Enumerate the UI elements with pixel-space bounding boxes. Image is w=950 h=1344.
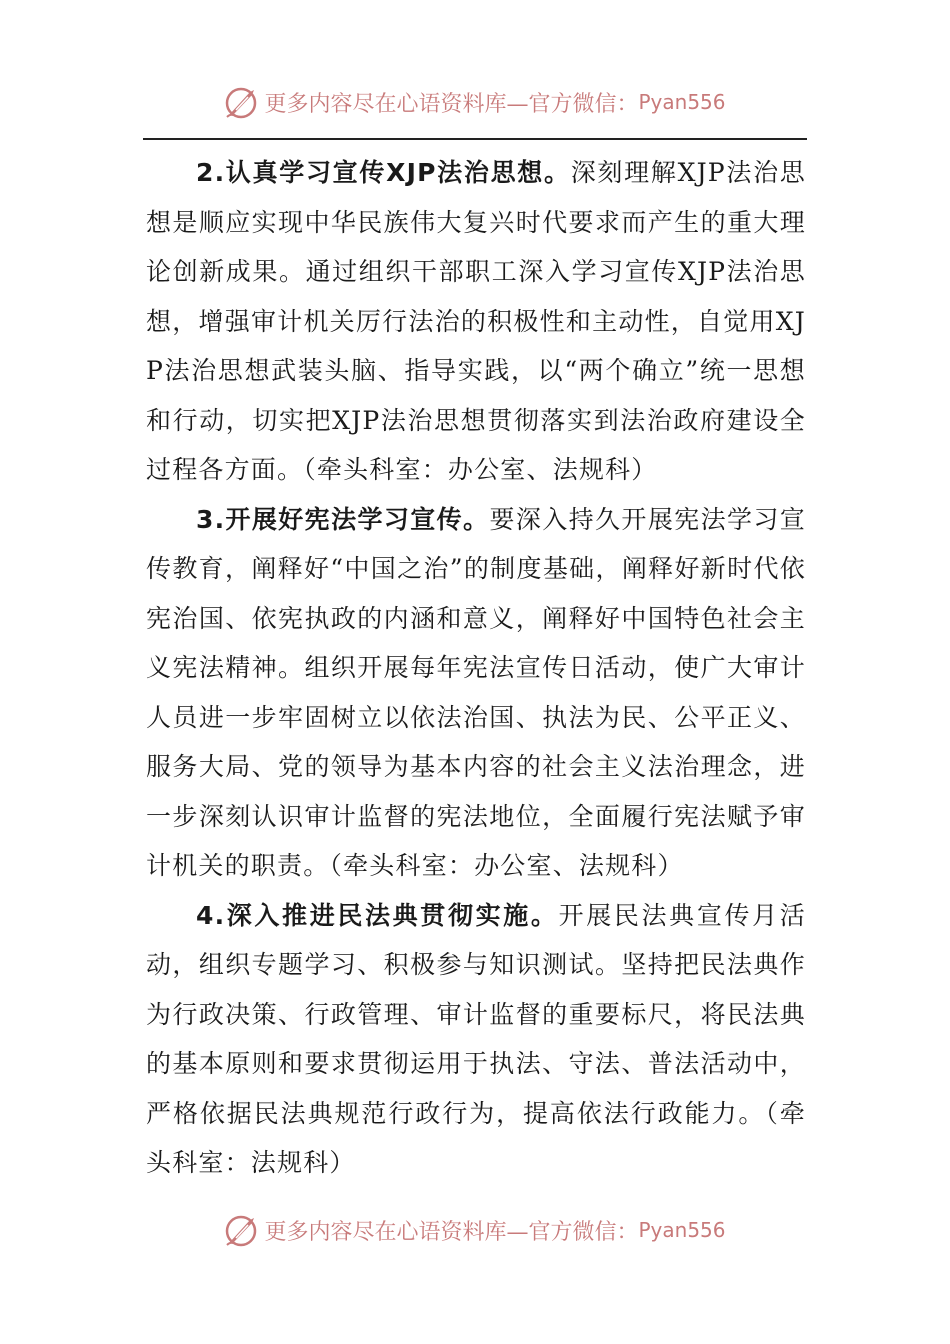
pen-quill-logo-icon [224,1212,260,1248]
banner-slogan: 更多内容尽在心语资料库—官方微信： [264,91,639,117]
header-banner [0,82,950,122]
footer-banner [0,1210,950,1250]
paragraph-heading: 2.认真学习宣传XJP法治思想。 [196,158,571,187]
paragraph-heading: 3.开展好宪法学习宣传。 [196,504,490,534]
paragraph-item-2 [146,148,806,495]
pen-quill-logo-icon [224,84,260,120]
document-body [146,148,806,1188]
paragraph-text: 深刻理解XJP法治思想是顺应实现中华民族伟大复兴时代要求而产生的重大理论创新成果。通过组织干部职工深入学习宣传XJP法治思想，增强审计机关厉行法治的积极性和主动性，自觉用XJP法治思想武装头脑、指导实践，以“两个确立”统一思想和行动，切实把XJP法治思想贯彻落实到法治政府建设全过程各方面。（牵头科室：办公室、法规科） [146,158,806,484]
paragraph-text: 要深入持久开展宪法学习宣传教育，阐释好“中国之治”的制度基础，阐释好新时代依宪治国、依宪执政的内涵和意义，阐释好中国特色社会主义宪法精神。组织开展每年宪法宣传日活动，使广大审计人员进一步牢固树立以依法治国、执法为民、公平正义、服务大局、党的领导为基本内容的社会主义法治理念，进一步深刻认识审计监督的宪法地位，全面履行宪法赋予审计机关的职责。（牵头科室：办公室、法规科） [146,504,807,880]
paragraph-item-3 [146,495,806,891]
banner-slogan: 更多内容尽在心语资料库—官方微信： [264,1219,639,1245]
banner-wechat-id: Pyan556 [638,1218,726,1242]
paragraph-heading: 4.深入推进民法典贯彻实施。 [196,900,559,930]
header-divider [143,138,807,140]
paragraph-item-4 [146,891,806,1188]
banner-wechat-id: Pyan556 [638,90,726,114]
paragraph-text: 开展民法典宣传月活动，组织专题学习、积极参与知识测试。坚持把民法典作为行政决策、行政管理、审计监督的重要标尺，将民法典的基本原则和要求贯彻运用于执法、守法、普法活动中，严格依据民法典规范行政行为，提高依法行政能力。（牵头科室：法规科） [146,900,806,1177]
